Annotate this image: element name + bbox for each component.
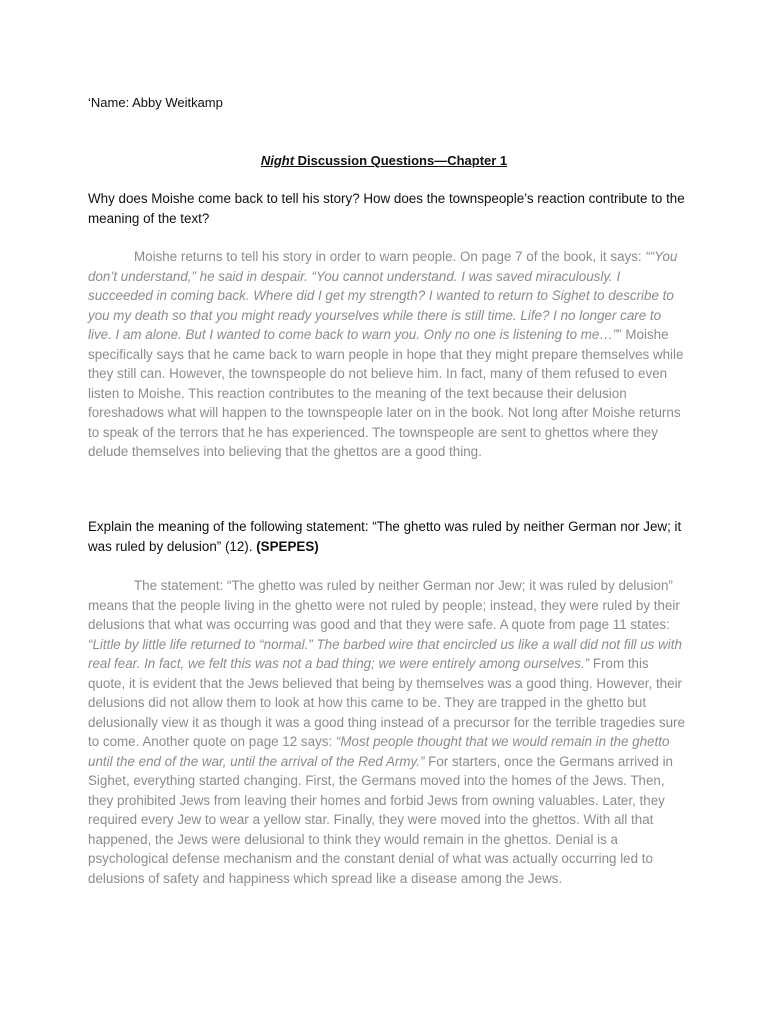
title-book-name: Night [260,153,295,168]
answer-2-quote2: “Most people thought that we would remain in the ghetto until the end of the war, until the arrival of the Red Army.” [88,734,670,769]
answer-2-quote1: “Little by little life returned to “normal.” The barbed wire that encircled us like a wall did not fill us with real fear. In fact, we felt this was not a bad thing; we were entirely among ourselves.” [88,636,682,671]
question-2-text: Explain the meaning of the following statement: “The ghetto was ruled by neither German nor Jew; it was ruled by delusion” (12). [88,519,682,554]
page-title [0,151,768,170]
answer-2 [88,576,688,888]
answer-2-part2: From this quote, it is evident that the Jews believed that being by themselves was a good thing. However, their delusions did not allow them to look at how this came to be. They are trapped in the ghetto but delusionally view it as though it was a good thing instead of a precursor for the terrible tragedies sure to come. Another quote on page 12 says: [88,656,685,749]
answer-2-part3: For starters, once the Germans arrived in Sighet, everything started changing. First, the Germans moved into the homes of the Jews. Then, they prohibited Jews from leaving their homes and forbid Jews from owning valuables. Later, they required every Jew to wear a yellow star. Finally, they were moved into the ghettos. With all that happened, the Jews were delusional to think they would remain in the ghettos. Denial is a psychological defense mechanism and the constant denial of what was actually occurring led to delusions of safety and happiness which spread like a disease among the Jews. [88,753,673,886]
question-2 [88,517,688,556]
title-rest: Discussion Questions—Chapter 1 [294,153,508,168]
question-1: Why does Moishe come back to tell his story? How does the townspeople’s reaction contribute to the meaning of the text? [88,191,685,226]
answer-1-intro: Moishe returns to tell his story in order to warn people. On page 7 of the book, it says: [134,249,646,264]
answer-1 [88,247,688,462]
answer-1-rest: ” Moishe specifically says that he came back to warn people in hope that they might prepare themselves while they still can. However, the townspeople do not believe him. In fact, many of them refused to even listen to Moishe. This reaction contributes to the meaning of the text because their delusion foreshadows what will happen to the townspeople later on in the book. Not long after Moishe returns to speak of the terrors that he has experienced. The townspeople are sent to ghettos where they delude themselves into believing that the ghettos are a good thing. [88,327,684,459]
student-name-line: ‘Name: Abby Weitkamp [88,95,223,110]
answer-2-part1: The statement: “The ghetto was ruled by neither German nor Jew; it was ruled by delusion” means that the people living in the ghetto were not ruled by people; instead, they were ruled by their delusions that what was occurring was good and that they were safe. A quote from page 11 states: [88,578,680,632]
question-2-initials: (SPEPES) [256,538,319,554]
answer-1-quote: ““You don’t understand,” he said in despair. “You cannot understand. I was saved miraculously. I succeeded in coming back. Where did I get my strength? I wanted to return to Sighet to describe to you my death so that you might ready yourselves while there is still time. Life? I no longer care to live. I am alone. But I wanted to come back to warn you. Only no one is listening to me…” [88,249,678,342]
